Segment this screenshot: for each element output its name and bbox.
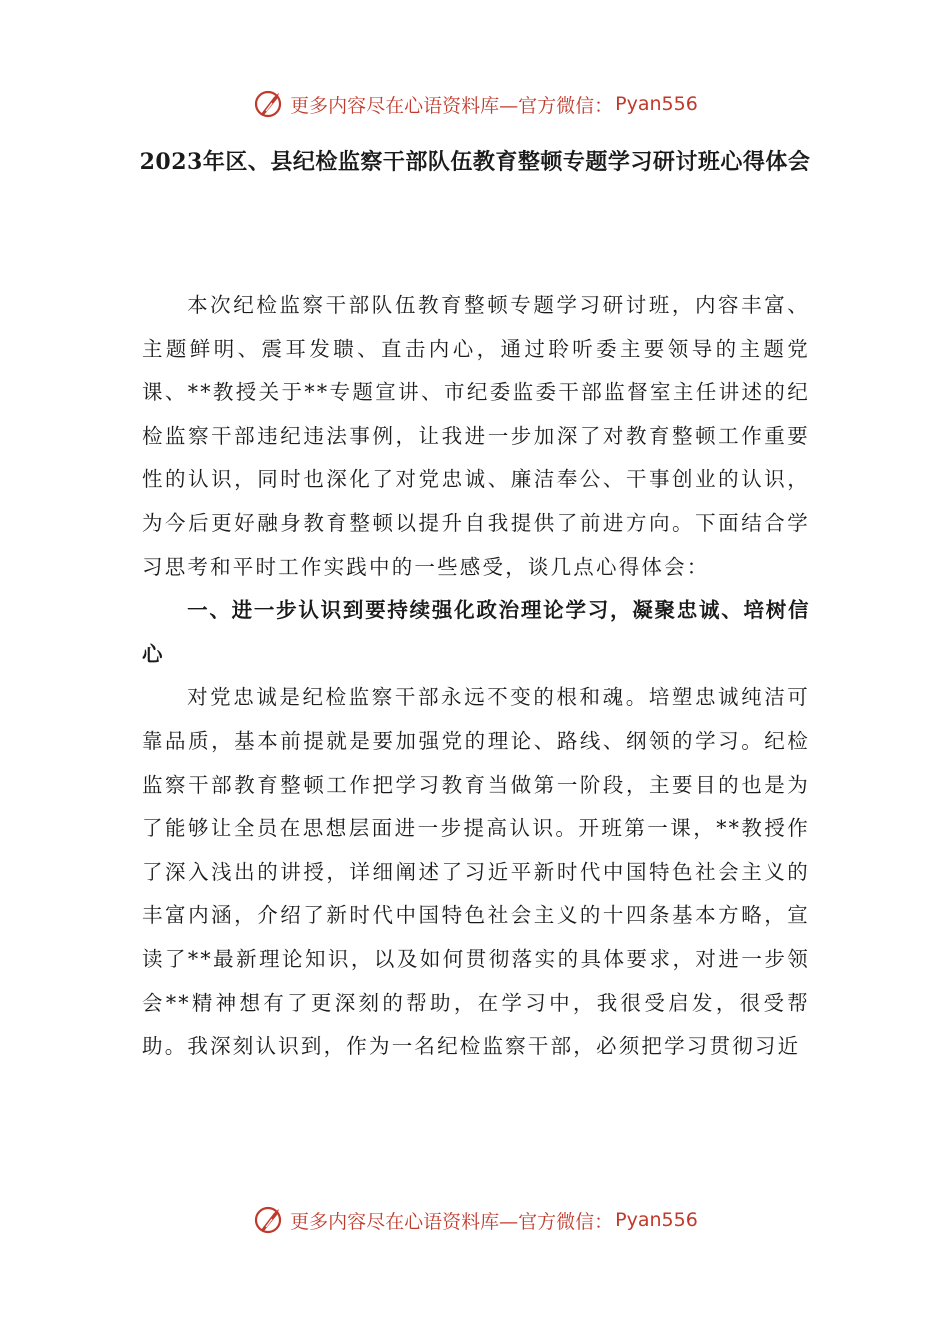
pen-nib-logo-icon <box>252 87 286 121</box>
watermark-wechat-id: Pyan556 <box>615 1209 698 1231</box>
section-heading-1: 一、进一步认识到要持续强化政治理论学习，凝聚忠诚、培树信心 <box>142 598 810 666</box>
watermark-banner-bottom <box>0 1198 950 1242</box>
watermark-banner-top <box>0 82 950 126</box>
document-title: 2023年区、县纪检监察干部队伍教育整顿专题学习研讨班心得体会 <box>139 149 811 175</box>
pen-nib-logo-icon <box>252 1203 286 1237</box>
watermark-text: 更多内容尽在心语资料库—官方微信： <box>290 94 614 117</box>
section-paragraph-1: 对党忠诚是纪检监察干部永远不变的根和魂。培塑忠诚纯洁可靠品质，基本前提就是要加强党的理论、路线、纲领的学习。纪检监察干部教育整顿工作把学习教育当做第一阶段，主要目的也是为了能够让全员在思想层面进一步提高认识。开班第一课，**教授作了深入浅出的讲授，详细阐述了习近平新时代中国特色社会主义的丰富内涵，介绍了新时代中国特色社会主义的十四条基本方略，宣读了**最新理论知识，以及如何贯彻落实的具体要求，对进一步领会**精神想有了更深刻的帮助，在学习中，我很受启发，很受帮助。我深刻认识到，作为一名纪检监察干部，必须把学习贯彻习近 <box>142 685 810 1059</box>
document-body <box>142 284 810 1069</box>
watermark-text: 更多内容尽在心语资料库—官方微信： <box>290 1210 614 1233</box>
intro-paragraph: 本次纪检监察干部队伍教育整顿专题学习研讨班，内容丰富、主题鲜明、震耳发聩、直击内心，通过聆听委主要领导的主题党课、**教授关于**专题宣讲、市纪委监委干部监督室主任讲述的纪检监察干部违纪违法事例，让我进一步加深了对教育整顿工作重要性的认识，同时也深化了对党忠诚、廉洁奉公、干事创业的认识，为今后更好融身教育整顿以提升自我提供了前进方向。下面结合学习思考和平时工作实践中的一些感受，谈几点心得体会： <box>142 293 810 579</box>
watermark-wechat-id: Pyan556 <box>615 93 698 115</box>
